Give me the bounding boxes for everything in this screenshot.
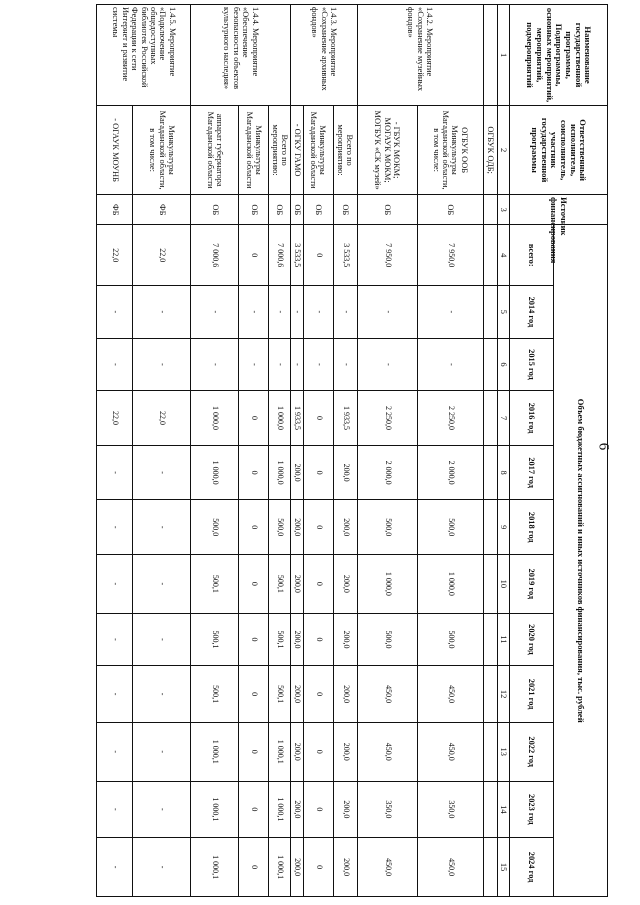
row-value: 22,0 xyxy=(97,391,133,446)
row-value: 7 000,6 xyxy=(191,225,239,286)
row-value: - xyxy=(357,338,417,391)
header-year: 2024 год xyxy=(510,838,554,897)
row-value: - xyxy=(269,338,291,391)
row-value: 0 xyxy=(239,391,269,446)
row-value: - xyxy=(97,838,133,897)
table-row xyxy=(333,5,357,897)
row-value xyxy=(483,666,497,723)
row-source: ОБ xyxy=(239,195,269,225)
row-source: ОБ xyxy=(291,195,303,225)
table-row xyxy=(483,5,497,897)
row-responsible: Минкультуры Магаданской области, в том числе: xyxy=(133,106,191,195)
row-value: 1 000,0 xyxy=(269,445,291,500)
row-value: 1 000,1 xyxy=(191,781,239,838)
row-responsible: - ОГАУК МОУНБ xyxy=(97,106,133,195)
header-year: 2014 год xyxy=(510,286,554,339)
row-value: 0 xyxy=(303,666,333,723)
row-value: 7 950,0 xyxy=(357,225,417,286)
column-number: 10 xyxy=(497,555,509,614)
row-value: 1 000,1 xyxy=(269,838,291,897)
column-number: 3 xyxy=(497,195,509,225)
header-name: Наименование государственной программы, Подпрограммы, основных мероприятий, мероприятий, подмероприятий xyxy=(510,5,608,106)
row-value: 450,0 xyxy=(417,722,483,781)
row-value: 0 xyxy=(303,613,333,666)
row-value: 200,0 xyxy=(333,781,357,838)
financing-table xyxy=(96,4,608,897)
row-value: - xyxy=(133,338,191,391)
row-value: 200,0 xyxy=(333,722,357,781)
row-value: - xyxy=(97,555,133,614)
row-value: 1 000,0 xyxy=(191,391,239,446)
row-source: ФБ xyxy=(133,195,191,225)
row-source: ОБ xyxy=(303,195,333,225)
row-value: 200,0 xyxy=(333,666,357,723)
row-value: - xyxy=(191,286,239,339)
row-value: - xyxy=(303,338,333,391)
row-value: 0 xyxy=(239,445,269,500)
row-value xyxy=(483,838,497,897)
row-value: - xyxy=(333,286,357,339)
row-value: 1 000,1 xyxy=(269,781,291,838)
row-value: - xyxy=(97,338,133,391)
row-responsible: - ОГКУ ГАМО xyxy=(291,106,303,195)
row-value: 22,0 xyxy=(133,225,191,286)
row-value: 200,0 xyxy=(291,445,303,500)
row-value: 2 250,0 xyxy=(417,391,483,446)
row-value: 1 933,5 xyxy=(291,391,303,446)
row-activity-name: 1.4.4. Мероприятие «Обеспечение безопасности объектов культурного наследия» xyxy=(191,5,291,106)
row-value: 1 000,0 xyxy=(191,445,239,500)
row-value: 350,0 xyxy=(357,781,417,838)
header-year: 2017 год xyxy=(510,445,554,500)
row-value xyxy=(483,391,497,446)
header-group-title: Объем бюджетных ассигнований и иных источников финансирования, тыс. рублей xyxy=(554,225,608,897)
row-value: - xyxy=(291,338,303,391)
row-value: 0 xyxy=(303,838,333,897)
table-row xyxy=(303,5,333,897)
row-source: ОБ xyxy=(269,195,291,225)
row-value: 450,0 xyxy=(357,838,417,897)
row-value xyxy=(483,225,497,286)
page-number: 6 xyxy=(595,442,612,451)
row-value: 0 xyxy=(303,445,333,500)
row-value: - xyxy=(97,722,133,781)
row-value: - xyxy=(133,500,191,555)
row-value xyxy=(483,613,497,666)
table-row xyxy=(97,5,133,897)
row-value: 500,0 xyxy=(191,500,239,555)
row-value: 200,0 xyxy=(333,613,357,666)
header-year: всего: xyxy=(510,225,554,286)
row-value: 1 000,0 xyxy=(269,391,291,446)
row-value: - xyxy=(133,613,191,666)
row-value: 22,0 xyxy=(97,225,133,286)
row-value: 200,0 xyxy=(333,445,357,500)
row-responsible: Минкультуры Магаданской области xyxy=(303,106,333,195)
column-number: 13 xyxy=(497,722,509,781)
column-number: 5 xyxy=(497,286,509,339)
row-value: 500,1 xyxy=(269,666,291,723)
row-value xyxy=(483,555,497,614)
row-activity-name: 1.4.5. Мероприятие «Подключение общедоступных библиотек Российской Федерации к сети Интернет и развитие системы xyxy=(97,5,191,106)
row-value: - xyxy=(303,286,333,339)
row-value: 1 000,1 xyxy=(191,838,239,897)
row-value: 0 xyxy=(239,781,269,838)
row-value: 500,1 xyxy=(191,555,239,614)
row-value: 500,1 xyxy=(269,613,291,666)
header-year: 2022 год xyxy=(510,722,554,781)
column-number: 9 xyxy=(497,500,509,555)
row-value: 0 xyxy=(239,666,269,723)
row-responsible: Минкультуры Магаданской области xyxy=(239,106,269,195)
row-activity-name xyxy=(483,5,497,106)
row-value: 0 xyxy=(303,722,333,781)
row-value: 500,1 xyxy=(191,666,239,723)
row-value: 7 950,0 xyxy=(417,225,483,286)
row-value: - xyxy=(97,286,133,339)
column-number: 2 xyxy=(497,106,509,195)
row-value xyxy=(483,722,497,781)
row-source: ОБ xyxy=(333,195,357,225)
row-activity-name: 1.4.2. Мероприятие «Сохранение музейных фондов» xyxy=(357,5,483,106)
row-value: 500,1 xyxy=(269,555,291,614)
row-value: 500,0 xyxy=(269,500,291,555)
row-value: 500,0 xyxy=(417,500,483,555)
row-source: ОБ xyxy=(191,195,239,225)
row-value: 7 000,6 xyxy=(269,225,291,286)
row-value: 1 933,5 xyxy=(333,391,357,446)
row-value: 3 533,5 xyxy=(291,225,303,286)
row-value: 450,0 xyxy=(357,722,417,781)
header-year: 2015 год xyxy=(510,338,554,391)
row-value: - xyxy=(417,338,483,391)
row-value: 200,0 xyxy=(291,613,303,666)
row-value: 500,0 xyxy=(357,613,417,666)
row-value: - xyxy=(97,781,133,838)
row-value: 350,0 xyxy=(417,781,483,838)
row-source: ФБ xyxy=(97,195,133,225)
row-value: 0 xyxy=(239,613,269,666)
row-value: 3 533,5 xyxy=(333,225,357,286)
row-value: - xyxy=(97,500,133,555)
header-responsible: Ответственный исполнитель, соисполнитель, участник государственной программы xyxy=(510,106,608,195)
row-value: 200,0 xyxy=(291,555,303,614)
row-value: 22,0 xyxy=(133,391,191,446)
row-value: 1 000,1 xyxy=(191,722,239,781)
row-activity-name: 1.4.3. Мероприятие «Сохранение архивных фондов» xyxy=(291,5,357,106)
row-value: - xyxy=(97,445,133,500)
row-value: 0 xyxy=(239,500,269,555)
row-value: - xyxy=(133,838,191,897)
row-value: - xyxy=(239,338,269,391)
row-value: - xyxy=(269,286,291,339)
row-value: - xyxy=(291,286,303,339)
row-value: 200,0 xyxy=(291,838,303,897)
row-value: - xyxy=(191,338,239,391)
row-value: 1 000,0 xyxy=(417,555,483,614)
row-source: ОБ xyxy=(357,195,417,225)
row-value xyxy=(483,781,497,838)
table-row xyxy=(269,5,291,897)
row-responsible: - ГБУК МОКМ; МОГАУК МОКМ; МОГБУК «СК музей» xyxy=(357,106,417,195)
column-number: 4 xyxy=(497,225,509,286)
row-value: 500,1 xyxy=(191,613,239,666)
row-value: - xyxy=(97,666,133,723)
row-responsible: ОГБУК ООБ Минкультуры Магаданской области, в том числе: xyxy=(417,106,483,195)
column-number: 6 xyxy=(497,338,509,391)
row-source xyxy=(483,195,497,225)
row-value: 450,0 xyxy=(417,666,483,723)
row-value xyxy=(483,500,497,555)
row-value: 1 000,1 xyxy=(269,722,291,781)
header-year: 2021 год xyxy=(510,666,554,723)
row-value: - xyxy=(133,555,191,614)
table-row xyxy=(291,5,303,897)
row-value: 0 xyxy=(303,781,333,838)
row-value: - xyxy=(333,338,357,391)
row-value: 0 xyxy=(239,555,269,614)
row-value: 200,0 xyxy=(333,500,357,555)
row-value: 200,0 xyxy=(291,500,303,555)
row-value: 2 000,0 xyxy=(417,445,483,500)
row-value: - xyxy=(357,286,417,339)
row-value: 200,0 xyxy=(291,781,303,838)
row-responsible: Всего по мероприятию: xyxy=(333,106,357,195)
table-row xyxy=(417,5,483,897)
header-source: Источник финансирования xyxy=(510,195,608,225)
row-value: 450,0 xyxy=(357,666,417,723)
row-value: 0 xyxy=(303,555,333,614)
row-value: 200,0 xyxy=(333,838,357,897)
row-value: - xyxy=(133,445,191,500)
row-value: 0 xyxy=(303,500,333,555)
header-year: 2019 год xyxy=(510,555,554,614)
row-value: - xyxy=(133,781,191,838)
row-value: 500,0 xyxy=(357,500,417,555)
row-value: 200,0 xyxy=(291,666,303,723)
row-value: 200,0 xyxy=(333,555,357,614)
row-responsible: аппарат губернатора Магаданской области xyxy=(191,106,239,195)
row-value: 0 xyxy=(239,225,269,286)
row-value: 0 xyxy=(239,722,269,781)
row-value: 200,0 xyxy=(291,722,303,781)
row-value xyxy=(483,338,497,391)
row-value: 0 xyxy=(303,391,333,446)
row-value: - xyxy=(97,613,133,666)
row-value: 2 000,0 xyxy=(357,445,417,500)
column-number: 14 xyxy=(497,781,509,838)
header-year: 2023 год xyxy=(510,781,554,838)
column-number: 7 xyxy=(497,391,509,446)
column-number: 15 xyxy=(497,838,509,897)
row-value: - xyxy=(417,286,483,339)
row-source: ОБ xyxy=(417,195,483,225)
header-year: 2020 год xyxy=(510,613,554,666)
table-row xyxy=(239,5,269,897)
row-value xyxy=(483,286,497,339)
table-row xyxy=(357,5,417,897)
table-row xyxy=(133,5,191,897)
row-value: 1 000,0 xyxy=(357,555,417,614)
column-number: 1 xyxy=(497,5,509,106)
row-value: 0 xyxy=(239,838,269,897)
row-value: - xyxy=(133,666,191,723)
row-value: 2 250,0 xyxy=(357,391,417,446)
row-value: - xyxy=(239,286,269,339)
header-year: 2018 год xyxy=(510,500,554,555)
row-value: 450,0 xyxy=(417,838,483,897)
row-value: - xyxy=(133,286,191,339)
row-responsible: Всего по мероприятию: xyxy=(269,106,291,195)
row-value: - xyxy=(133,722,191,781)
row-value: 500,0 xyxy=(417,613,483,666)
column-number: 12 xyxy=(497,666,509,723)
row-value xyxy=(483,445,497,500)
column-number: 11 xyxy=(497,613,509,666)
table-row xyxy=(191,5,239,897)
header-year: 2016 год xyxy=(510,391,554,446)
column-number: 8 xyxy=(497,445,509,500)
row-responsible: ОГБУК ОДБ; xyxy=(483,106,497,195)
row-value: 0 xyxy=(303,225,333,286)
